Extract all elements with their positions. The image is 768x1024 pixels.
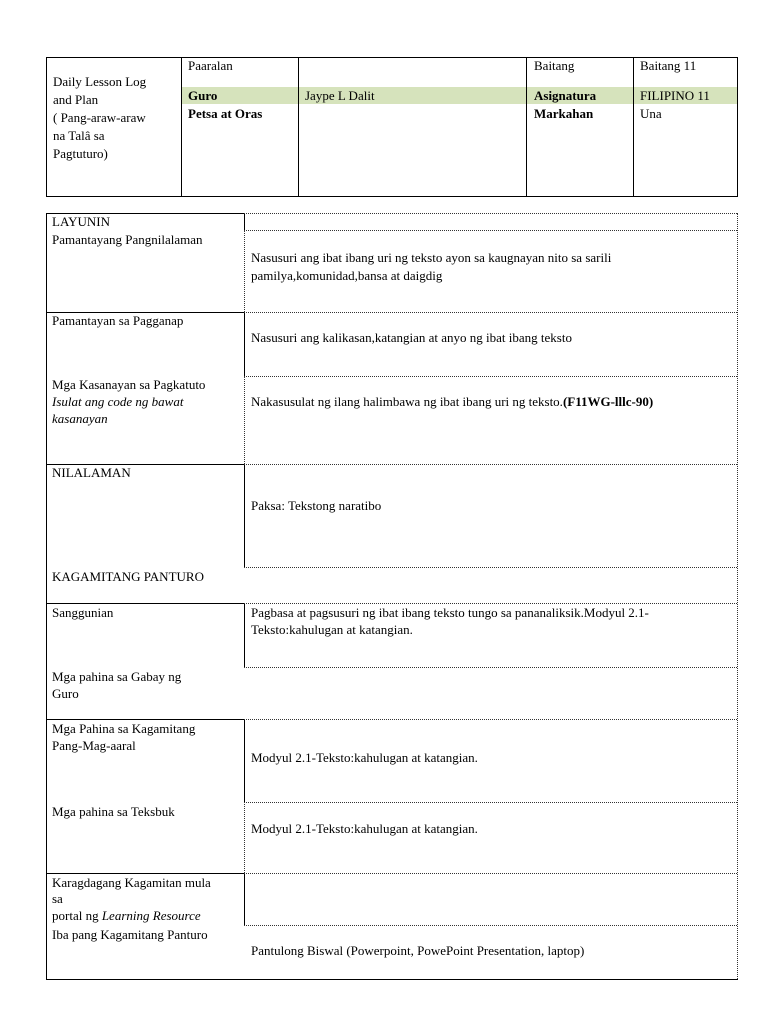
- header-col-divider-3: [526, 57, 527, 196]
- guro-value: Jaype L Dalit: [305, 88, 375, 103]
- header-bottom-border: [46, 196, 738, 197]
- markahan-label: Markahan: [534, 106, 594, 121]
- dotted-sep: [244, 567, 737, 568]
- karagdagang-label-line2: sa: [52, 891, 63, 906]
- header-col-divider-1: [181, 57, 182, 196]
- asignatura-value: FILIPINO 11: [640, 88, 710, 103]
- dotted-sep: [244, 213, 737, 214]
- col-divider: [244, 464, 245, 567]
- learning-resource-text: Learning Resource: [101, 908, 201, 923]
- markahan-value: Una: [640, 106, 662, 121]
- plan-left-border: [46, 213, 47, 980]
- title-line: Daily Lesson Log: [53, 74, 147, 89]
- col-divider: [244, 312, 245, 376]
- col-divider: [244, 719, 245, 802]
- dotted-sep: [244, 873, 737, 874]
- header-left-border: [46, 57, 47, 196]
- kagamitan-heading: KAGAMITANG PANTURO: [52, 569, 204, 584]
- title-line: Pagtuturo): [53, 146, 108, 161]
- title-line: ( Pang-araw-araw: [53, 110, 146, 125]
- layunin-heading: LAYUNIN: [52, 214, 111, 229]
- header-col-divider-2: [298, 57, 299, 196]
- dotted-sep: [244, 230, 737, 231]
- pang-mag-aaral-label-line2: Pang-Mag-aaral: [52, 738, 136, 753]
- nilalaman-value: Paksa: Tekstong naratibo: [251, 498, 382, 513]
- col-divider-dotted: [244, 802, 245, 873]
- lesson-log-title: [53, 73, 146, 163]
- baitang-label: Baitang: [534, 58, 575, 73]
- asignatura-label: Asignatura: [534, 88, 597, 103]
- dotted-sep: [244, 667, 737, 668]
- dotted-sep: [244, 376, 737, 377]
- karagdagang-label-line1: Karagdagang Kagamitan mula: [52, 875, 211, 890]
- col-divider-dotted: [244, 376, 245, 464]
- nilalaman-heading: NILALAMAN: [52, 465, 131, 480]
- karagdagang-portal-text: portal ng: [52, 908, 102, 923]
- dotted-sep: [244, 312, 737, 313]
- title-line: and Plan: [53, 92, 99, 107]
- petsa-label: Petsa at Oras: [188, 106, 263, 121]
- iba-value: Pantulong Biswal (Powerpoint, PowePoint Presentation, laptop): [251, 943, 585, 958]
- pang-mag-aaral-label-line1: Mga Pahina sa Kagamitang: [52, 721, 196, 736]
- kasanayan-value: [251, 393, 653, 410]
- plan-bottom-border: [46, 979, 738, 980]
- pagganap-label: Pamantayan sa Pagganap: [52, 313, 184, 328]
- col-divider: [244, 603, 245, 667]
- col-divider-dotted: [244, 230, 245, 312]
- plan-right-border: [737, 213, 738, 979]
- sanggunian-label: Sanggunian: [52, 605, 114, 620]
- col-divider: [244, 213, 245, 230]
- sanggunian-value-line1: Pagbasa at pagsusuri ng ibat ibang teksto tungo sa pananaliksik.Modyul 2.1-: [251, 605, 649, 620]
- karagdagang-label-line3: [52, 907, 201, 924]
- teksbuk-value: Modyul 2.1-Teksto:kahulugan at katangian.: [251, 821, 478, 836]
- header-right-border: [737, 57, 738, 196]
- gabay-label-line2: Guro: [52, 686, 79, 701]
- pangnilalaman-label: Pamantayang Pangnilalaman: [52, 232, 203, 247]
- col-divider: [244, 873, 245, 925]
- kasanayan-note-line1: Isulat ang code ng bawat: [52, 394, 184, 409]
- pangnilalaman-value-line2: pamilya,komunidad,bansa at daigdig: [251, 268, 443, 283]
- pangnilalaman-value-line1: Nasusuri ang ibat ibang uri ng teksto ayon sa kaugnayan nito sa sarili: [251, 250, 612, 265]
- gabay-label-line1: Mga pahina sa Gabay ng: [52, 669, 182, 684]
- sanggunian-value-line2: Teksto:kahulugan at katangian.: [251, 622, 413, 637]
- guro-label: Guro: [188, 88, 218, 103]
- pang-mag-aaral-value: Modyul 2.1-Teksto:kahulugan at katangian.: [251, 750, 478, 765]
- baitang-value: Baitang 11: [640, 58, 697, 73]
- kasanayan-code: (F11WG-lllc-90): [562, 394, 654, 409]
- kasanayan-text: Nakasusulat ng ilang halimbawa ng ibat ibang uri ng teksto.: [251, 394, 563, 409]
- teksbuk-label: Mga pahina sa Teksbuk: [52, 804, 175, 819]
- iba-label: Iba pang Kagamitang Panturo: [52, 927, 208, 942]
- pagganap-value: Nasusuri ang kalikasan,katangian at anyo ng ibat ibang teksto: [251, 330, 572, 345]
- kasanayan-label: Mga Kasanayan sa Pagkatuto: [52, 377, 206, 392]
- title-line: na Talâ sa: [53, 128, 105, 143]
- paaralan-label: Paaralan: [188, 58, 233, 73]
- dotted-sep: [244, 802, 737, 803]
- dotted-sep: [244, 719, 737, 720]
- dotted-sep: [244, 464, 737, 465]
- dotted-sep: [244, 925, 737, 926]
- header-col-divider-4: [633, 57, 634, 196]
- header-top-border: [46, 57, 738, 58]
- kasanayan-note-line2: kasanayan: [52, 411, 108, 426]
